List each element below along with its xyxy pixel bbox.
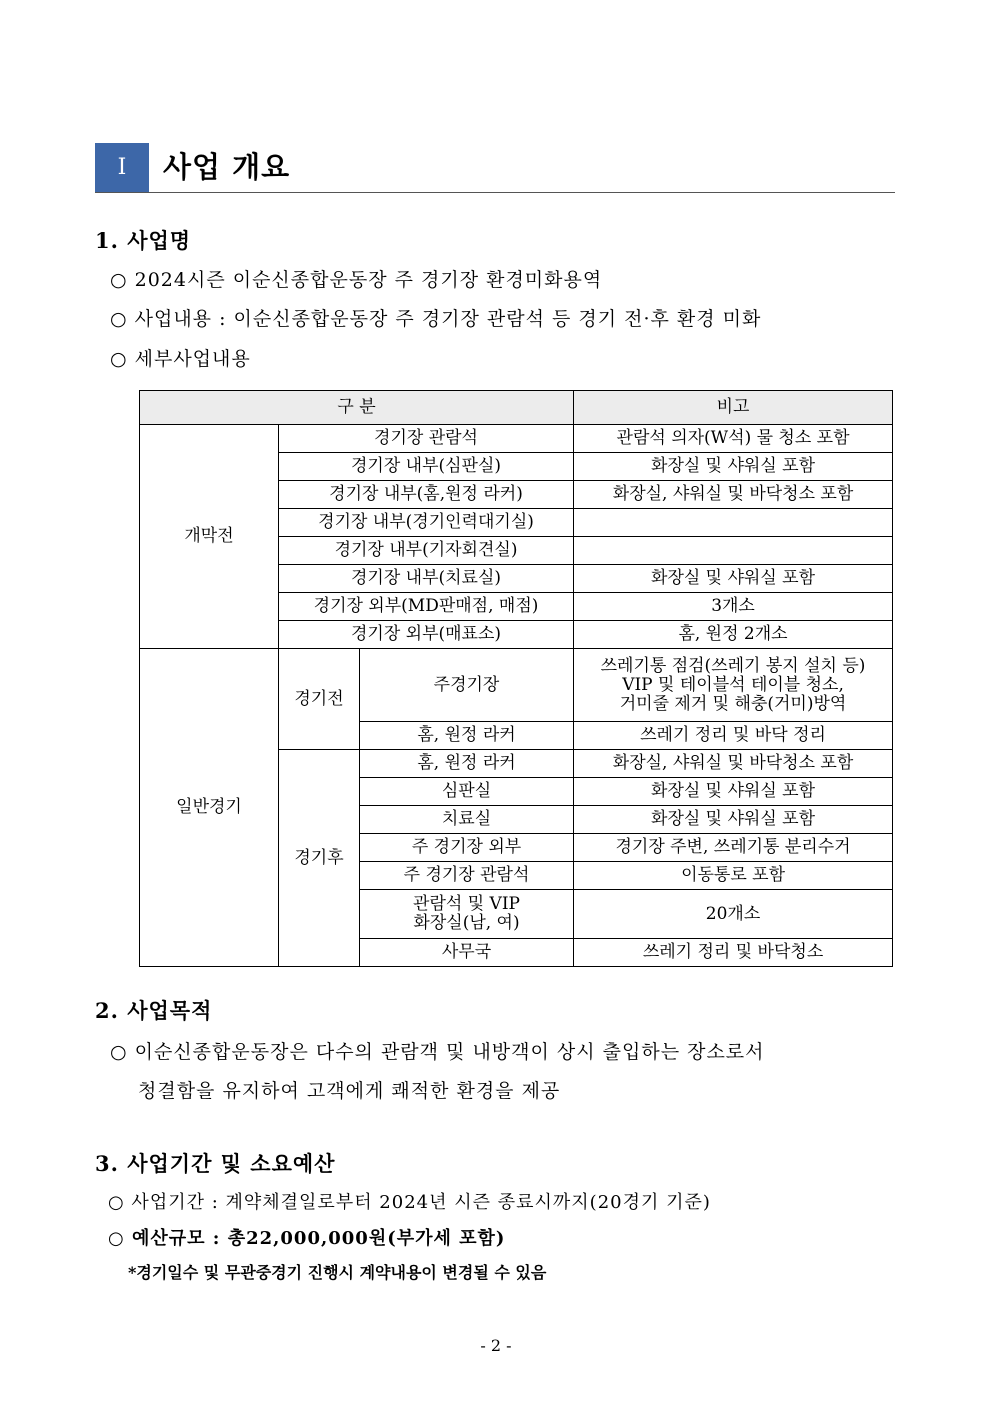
row-item: 경기장 내부(홈,원정 라커) (279, 481, 574, 509)
row-note-line: 쓰레기통 점검(쓰레기 봉지 설치 등) (600, 655, 866, 676)
row-item: 심판실 (360, 778, 574, 806)
row-note: 화장실, 샤워실 및 바닥청소 포함 (574, 750, 893, 778)
row-item: 경기장 내부(심판실) (279, 453, 574, 481)
row-item (360, 890, 574, 939)
row-item: 경기장 내부(치료실) (279, 565, 574, 593)
row-item: 사무국 (360, 939, 574, 967)
row-item: 경기장 내부(기자회견실) (279, 537, 574, 565)
row-note (574, 649, 893, 722)
row-item: 경기장 관람석 (279, 425, 574, 453)
row-note (574, 509, 893, 537)
subgroup-label-after: 경기후 (279, 750, 360, 967)
row-item: 경기장 내부(경기인력대기실) (279, 509, 574, 537)
row-note (574, 537, 893, 565)
row-note: 화장실 및 샤워실 포함 (574, 778, 893, 806)
row-note: 경기장 주변, 쓰레기통 분리수거 (574, 834, 893, 862)
group-label-opening: 개막전 (140, 425, 279, 649)
row-note: 화장실 및 샤워실 포함 (574, 453, 893, 481)
row-note: 이동통로 포함 (574, 862, 893, 890)
detail-table (139, 390, 893, 967)
row-item-line: 화장실(남, 여) (413, 913, 520, 933)
heading-number: Ⅰ (95, 143, 149, 193)
group-label-regular: 일반경기 (140, 649, 279, 967)
row-item: 주경기장 (360, 649, 574, 722)
heading-title: 사업 개요 (163, 150, 291, 184)
row-item-line: 관람석 및 VIP (413, 894, 520, 914)
row-note: 화장실 및 샤워실 포함 (574, 806, 893, 834)
subgroup-label-before: 경기전 (279, 649, 360, 750)
row-item: 주 경기장 관람석 (360, 862, 574, 890)
row-item: 주 경기장 외부 (360, 834, 574, 862)
table-header-category: 구 분 (140, 391, 574, 425)
row-item: 치료실 (360, 806, 574, 834)
section-heading (95, 143, 895, 193)
section1-bullet-2: ○ 사업내용 : 이순신종합운동장 주 경기장 관람석 등 경기 전·후 환경 미화 (110, 308, 762, 330)
page-number: - 2 - (480, 1336, 512, 1355)
row-note: 3개소 (574, 593, 893, 621)
table-row (140, 425, 893, 453)
row-item: 경기장 외부(MD판매점, 매점) (279, 593, 574, 621)
row-note: 관람석 의자(W석) 물 청소 포함 (574, 425, 893, 453)
section3-period: ○ 사업기간 : 계약체결일로부터 2024년 시즌 종료시까지(20경기 기준) (108, 1192, 711, 1213)
section1-bullet-3: ○ 세부사업내용 (110, 348, 251, 370)
section1-bullet-1: ○ 2024시즌 이순신종합운동장 주 경기장 환경미화용역 (110, 269, 603, 291)
section3-budget: ○ 예산규모 : 총22,000,000원(부가세 포함) (108, 1228, 506, 1249)
row-note-line: VIP 및 테이블석 테이블 청소, (622, 674, 844, 695)
row-note: 쓰레기 정리 및 바닥 정리 (574, 722, 893, 750)
row-note: 홈, 원정 2개소 (574, 621, 893, 649)
section3-title: 3. 사업기간 및 소요예산 (95, 1151, 336, 1176)
section2-continuation: 청결함을 유지하여 고객에게 쾌적한 환경을 제공 (138, 1080, 561, 1102)
section3-note: *경기일수 및 무관중경기 진행시 계약내용이 변경될 수 있음 (128, 1263, 547, 1282)
row-note: 화장실, 샤워실 및 바닥청소 포함 (574, 481, 893, 509)
row-note-line: 거미줄 제거 및 해충(거미)방역 (619, 693, 847, 714)
section2-bullet: ○ 이순신종합운동장은 다수의 관람객 및 내방객이 상시 출입하는 장소로서 (110, 1041, 765, 1063)
heading-underline (95, 192, 895, 193)
section1-title: 1. 사업명 (95, 228, 192, 253)
row-note: 쓰레기 정리 및 바닥청소 (574, 939, 893, 967)
row-item: 홈, 원정 라커 (360, 722, 574, 750)
row-note: 20개소 (574, 890, 893, 939)
table-row (140, 649, 893, 722)
section2-title: 2. 사업목적 (95, 998, 213, 1023)
row-item: 경기장 외부(매표소) (279, 621, 574, 649)
table-header-note: 비고 (574, 391, 893, 425)
row-note: 화장실 및 샤워실 포함 (574, 565, 893, 593)
row-item: 홈, 원정 라커 (360, 750, 574, 778)
